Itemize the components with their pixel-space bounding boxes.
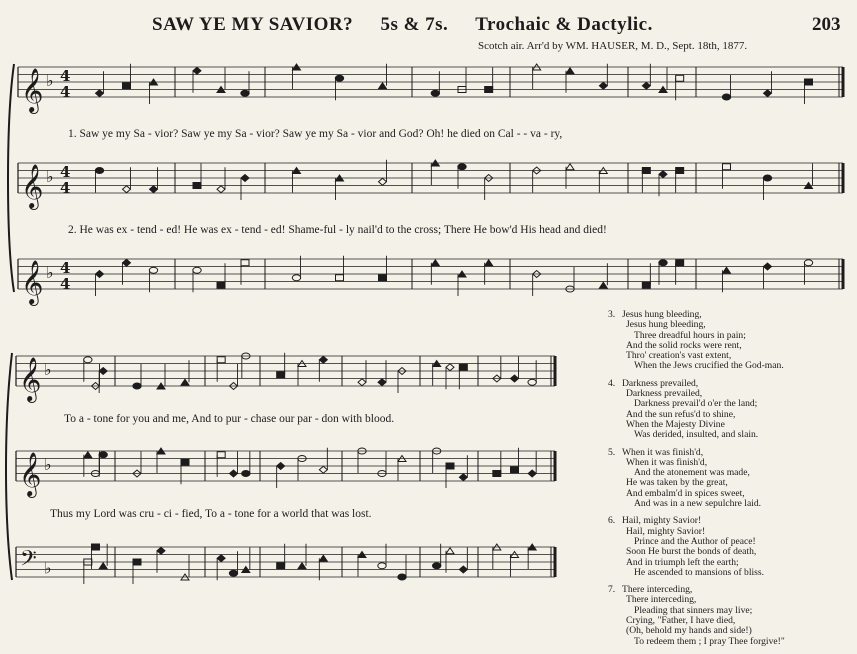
note-head-icon (446, 463, 454, 469)
time-signature-top: 4 (60, 259, 71, 277)
note-head-icon (459, 474, 467, 481)
treble-clef-icon: 𝄞 (19, 357, 42, 401)
note-head-icon (95, 168, 103, 174)
note-head-icon (217, 452, 225, 458)
note-head-icon (217, 357, 225, 363)
note-head-icon (96, 271, 104, 278)
note-head-icon (217, 186, 225, 193)
treble-clef-icon: 𝄞 (21, 164, 44, 208)
verse-5: 5. When it was finish'd, When it was finish'd, And the atonement was made, He was taken by the great, And embalm'd in spices sweet, And was in a new sepulchre laid. (608, 446, 762, 510)
note-head-icon (723, 267, 731, 273)
verse-3: 3. Jesus hung bleeding, Jesus hung bleeding, Three dreadful hours in pain; And the solid rocks were rent, Thro' creation's vast extent, When the Jews crucified the God-man. (608, 309, 784, 372)
note-head-icon (242, 471, 250, 477)
flat-icon: ♭ (46, 263, 54, 282)
note-head-icon (676, 168, 684, 174)
note-head-icon (485, 260, 493, 266)
note-head-icon (458, 164, 466, 170)
note-head-icon (149, 267, 157, 273)
note-head-icon (398, 574, 406, 580)
arrangement-credit: Scotch air. Arr'd by WM. HAUSER, M. D., Sept. 18th, 1877. (478, 40, 748, 52)
verse-7: 7. There interceding, There interceding, Pleading that sinners may live; Crying, "Father, I have died, (Oh, behold my hands and side!) To redeem them ; I pray Thee forgive!" (608, 584, 785, 647)
note-head-icon (92, 544, 100, 550)
time-signature-bottom: 4 (60, 275, 71, 293)
time-signature-top: 4 (60, 67, 71, 85)
note-head-icon (241, 175, 249, 182)
lyric-line-2: 2. He was ex - tend - ed! He was ex - tend - ed! Shame-ful - ly nail'd to the cross; There He bow'd His head and died! (68, 224, 607, 236)
note-head-icon (764, 263, 772, 270)
note-head-icon (676, 75, 684, 81)
treble-clef-icon: 𝄞 (19, 452, 42, 496)
note-head-icon (241, 260, 249, 266)
bass-clef-icon: 𝄢 (20, 546, 37, 577)
hymn-style: Trochaic & Dactylic. (475, 14, 653, 35)
hymn-title: SAW YE MY SAVIOR? (152, 14, 354, 35)
note-head-icon (157, 547, 165, 554)
note-head-icon (230, 470, 238, 477)
note-head-icon (217, 555, 225, 562)
note-head-icon (493, 471, 501, 477)
note-head-icon (459, 364, 467, 370)
flat-icon: ♭ (44, 360, 52, 379)
note-head-icon (379, 83, 387, 89)
note-head-icon (319, 356, 327, 363)
time-signature-top: 4 (60, 163, 71, 181)
note-head-icon (804, 260, 812, 266)
note-head-icon (676, 260, 684, 266)
flat-icon: ♭ (44, 455, 52, 474)
lyric-line-4: Thus my Lord was cru - ci - fied, To a - tone for a world that was lost. (50, 508, 372, 520)
lyric-line-3: To a - tone for you and me, And to pur - chase our par - don with blood. (64, 413, 395, 425)
note-head-icon (379, 275, 387, 281)
system-brace (6, 353, 12, 580)
note-head-icon (193, 67, 201, 74)
note-head-icon (99, 563, 107, 569)
note-head-icon (431, 90, 439, 96)
page-number: 203 (812, 14, 841, 35)
note-head-icon (99, 452, 107, 458)
note-head-icon (217, 282, 225, 288)
note-head-icon (642, 282, 650, 288)
note-head-icon (292, 275, 300, 281)
note-head-icon (446, 364, 454, 371)
note-head-icon (485, 87, 493, 93)
note-head-icon (358, 379, 366, 386)
note-head-icon (181, 459, 189, 465)
note-head-icon (642, 168, 650, 174)
hymn-meter: 5s & 7s. (380, 14, 449, 35)
note-head-icon (335, 75, 343, 81)
flat-icon: ♭ (44, 558, 52, 578)
note-head-icon (763, 175, 771, 181)
note-head-icon (528, 470, 536, 477)
note-head-icon (431, 260, 439, 266)
note-head-icon (511, 375, 519, 382)
note-head-icon (193, 183, 201, 189)
verse-4: 4. Darkness prevailed, Darkness prevailed, Darkness prevail'd o'er the land; And the sun refus'd to shine, When the Majesty Divine Was derided, insulted, and slain. (608, 377, 759, 441)
note-head-icon (378, 563, 386, 569)
note-head-icon (566, 164, 574, 170)
note-head-icon (133, 383, 141, 389)
flat-icon: ♭ (46, 71, 54, 90)
treble-clef-icon: 𝄞 (21, 260, 44, 304)
note-head-icon (805, 79, 813, 85)
note-head-icon (123, 259, 131, 266)
note-head-icon (241, 90, 249, 96)
note-head-icon (659, 260, 667, 266)
note-head-icon (642, 82, 650, 89)
system-brace (8, 64, 14, 292)
note-head-icon (566, 68, 574, 74)
time-signature-bottom: 4 (60, 83, 71, 101)
note-head-icon (123, 186, 131, 193)
note-head-icon (378, 379, 386, 386)
note-head-icon (659, 171, 667, 178)
note-head-icon (599, 82, 607, 89)
note-head-icon (723, 164, 731, 170)
note-head-icon (722, 94, 730, 100)
note-head-icon (319, 466, 327, 473)
note-head-icon (379, 178, 387, 185)
note-head-icon (123, 83, 131, 89)
note-head-icon (336, 275, 344, 281)
note-head-icon (277, 563, 285, 569)
note-head-icon (298, 563, 306, 569)
note-head-icon (133, 559, 141, 565)
lyric-line-1: 1. Saw ye my Sa - vior? Saw ye my Sa - vior? Saw ye my Sa - vior and God? Oh! he died on Cal - - va - ry, (68, 128, 563, 140)
note-head-icon (96, 90, 104, 97)
note-head-icon (528, 379, 536, 385)
note-head-icon (446, 548, 454, 554)
note-head-icon (459, 566, 467, 573)
note-head-icon (150, 186, 158, 193)
treble-clef-icon: 𝄞 (21, 68, 44, 112)
note-head-icon (599, 282, 607, 288)
note-head-icon (181, 379, 189, 385)
note-head-icon (99, 368, 107, 375)
note-head-icon (84, 452, 92, 458)
note-head-icon (229, 570, 237, 576)
note-head-icon (511, 467, 519, 473)
flat-icon: ♭ (46, 167, 54, 186)
note-head-icon (432, 563, 440, 569)
note-head-icon (193, 267, 201, 273)
verse-6: 6. Hail, mighty Savior! Hail, mighty Savior! Prince and the Author of peace! Soon He burst the bonds of death, And in triumph left the earth; He ascended to mansions of bliss. (608, 515, 765, 578)
note-head-icon (319, 555, 327, 561)
note-head-icon (764, 90, 772, 97)
note-head-icon (277, 372, 285, 378)
note-head-icon (84, 357, 92, 363)
time-signature-bottom: 4 (60, 179, 71, 197)
note-head-icon (277, 463, 285, 470)
